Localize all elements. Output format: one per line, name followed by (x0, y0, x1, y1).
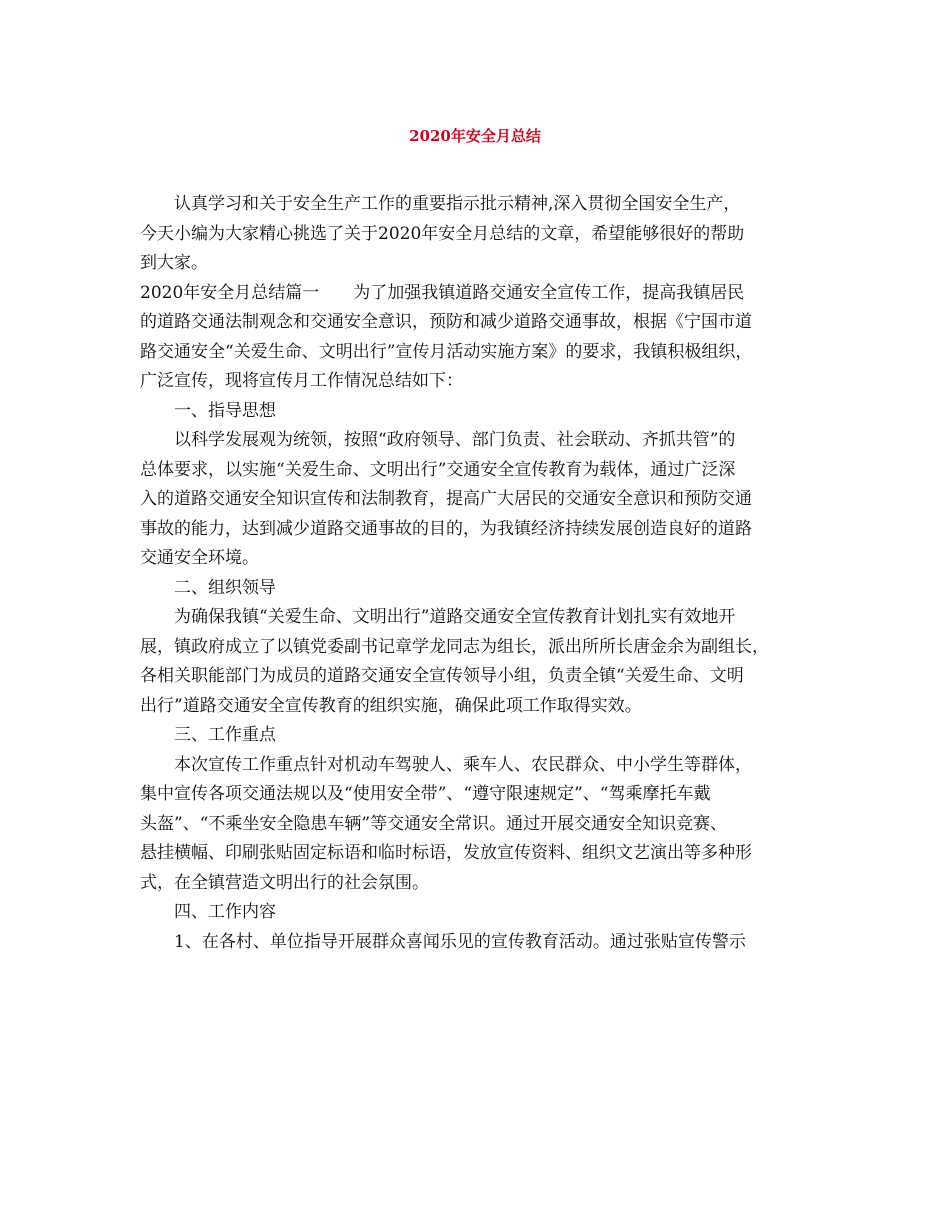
paragraph-line: 2020年安全月总结篇一 为了加强我镇道路交通安全宣传工作，提高我镇居民 (140, 282, 745, 303)
section-heading: 三、工作重点 (174, 725, 276, 745)
paragraph-line: 事故的能力，达到减少道路交通事故的目的，为我镇经济持续发展创造良好的道路 (140, 518, 752, 539)
paragraph-line: 展，镇政府成立了以镇党委副书记章学龙同志为组长，派出所所长唐金余为副组长， (140, 636, 769, 657)
paragraph-line: 交通安全环境。 (140, 548, 259, 568)
paragraph-line: 今天小编为大家精心挑选了关于2020年安全月总结的文章，希望能够很好的帮助 (140, 223, 745, 244)
paragraph-line: 集中宣传各项交通法规以及“使用安全带”、“遵守限速规定”、“驾乘摩托车戴 (140, 784, 711, 804)
paragraph-line: 式，在全镇营造文明出行的社会氛围。 (140, 872, 429, 893)
paragraph-line: 头盔”、“不乘坐安全隐患车辆”等交通安全常识。通过开展交通安全知识竞赛、 (140, 813, 728, 834)
paragraph-line: 悬挂横幅、印刷张贴固定标语和临时标语，发放宣传资料、组织文艺演出等多种形 (140, 843, 752, 863)
paragraph-line: 入的道路交通安全知识宣传和法制教育，提高广大居民的交通安全意识和预防交通 (140, 489, 752, 509)
paragraph-line: 出行”道路交通安全宣传教育的组织实施，确保此项工作取得实效。 (140, 695, 642, 716)
section-heading: 一、指导思想 (174, 400, 276, 421)
paragraph-line: 以科学发展观为统领，按照“政府领导、部门负责、社会联动、齐抓共管”的 (174, 430, 736, 450)
document-title: 2020年安全月总结 (409, 127, 541, 145)
paragraph-line: 到大家。 (140, 253, 208, 273)
section-heading: 二、组织领导 (174, 577, 276, 598)
paragraph-line: 为确保我镇“关爱生命、文明出行”道路交通安全宣传教育计划扎实有效地开 (174, 607, 736, 627)
paragraph-line: 1、在各村、单位指导开展群众喜闻乐见的宣传教育活动。通过张贴宣传警示 (174, 931, 746, 952)
paragraph-line: 路交通安全“关爱生命、文明出行”宣传月活动实施方案》的要求，我镇积极组织， (140, 341, 753, 362)
paragraph-line: 的道路交通法制观念和交通安全意识，预防和减少道路交通事故，根据《宁国市道 (140, 312, 752, 332)
document-body (140, 190, 820, 957)
paragraph-line: 本次宣传工作重点针对机动车驾驶人、乘车人、农民群众、中小学生等群体， (174, 754, 752, 775)
section-heading: 四、工作内容 (174, 902, 276, 922)
paragraph-line: 总体要求，以实施“关爱生命、文明出行”交通安全宣传教育为载体，通过广泛深 (140, 459, 736, 480)
paragraph-line: 认真学习和关于安全生产工作的重要指示批示精神,深入贯彻全国安全生产， (174, 194, 741, 214)
paragraph-line: 各相关职能部门为成员的道路交通安全宣传领导小组，负责全镇“关爱生命、文明 (140, 666, 744, 686)
paragraph-line: 广泛宣传，现将宣传月工作情况总结如下： (140, 371, 463, 391)
